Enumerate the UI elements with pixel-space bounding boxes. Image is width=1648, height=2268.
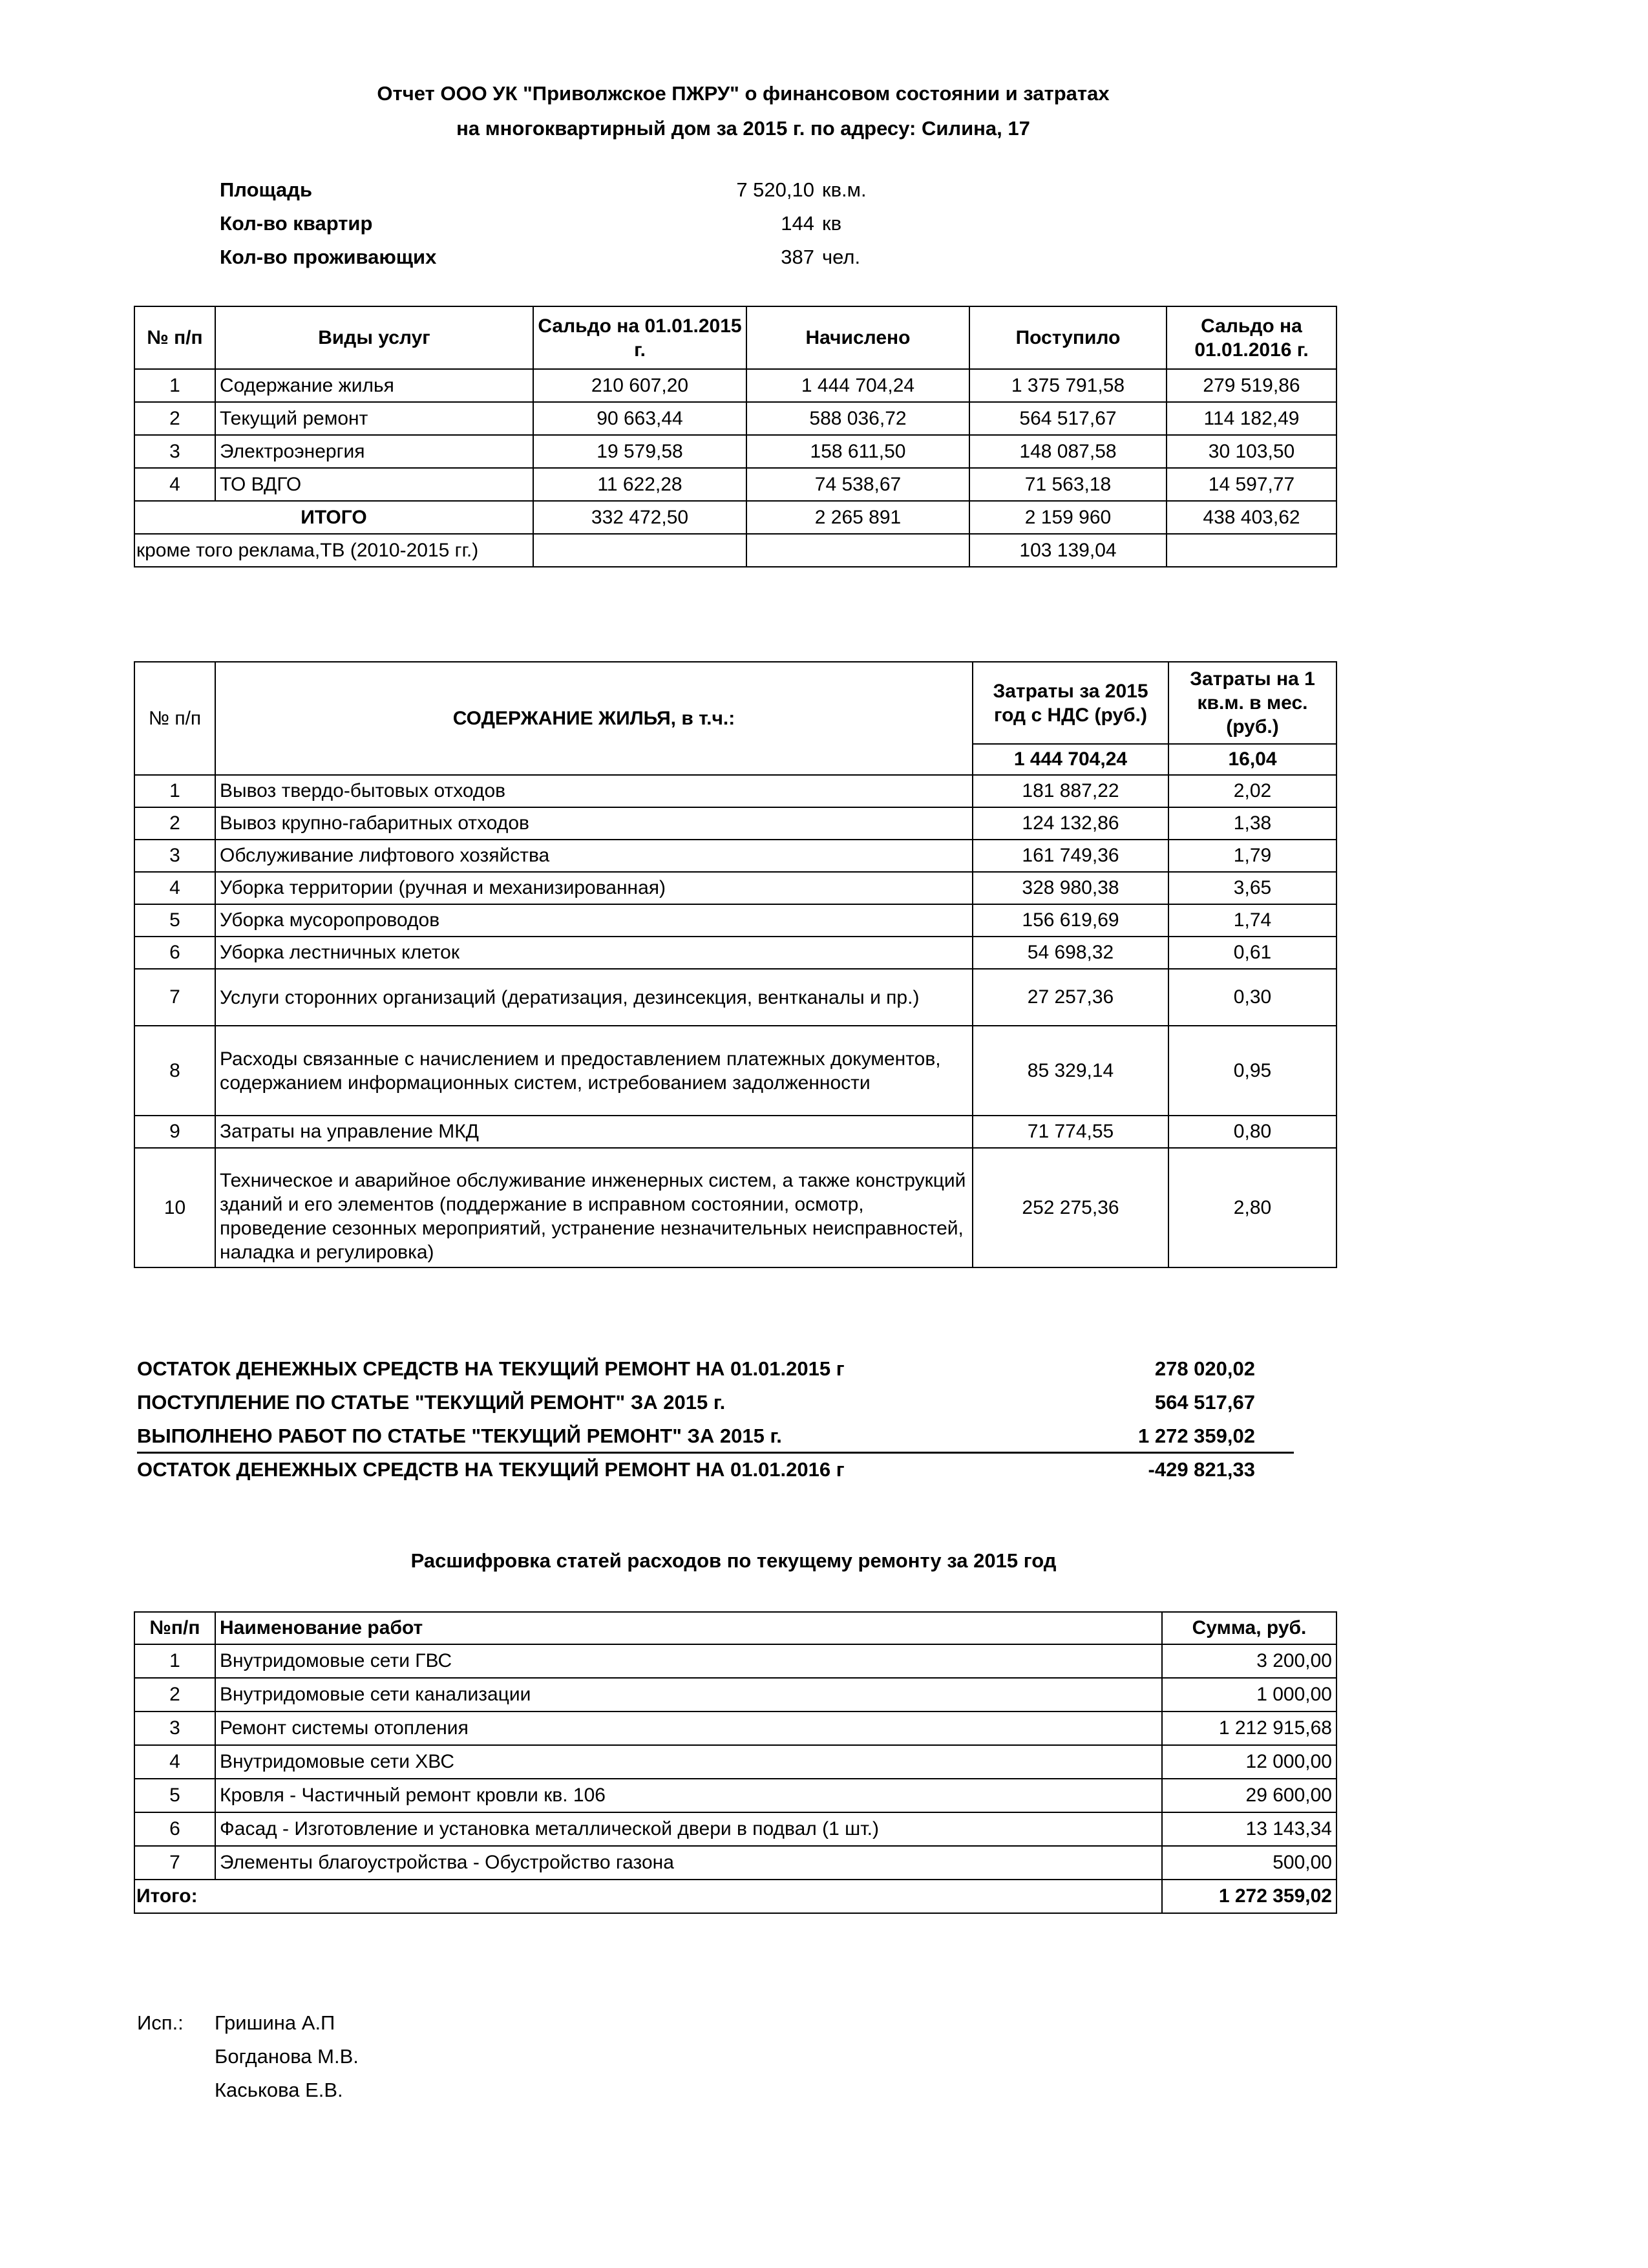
col-header-sum: Сумма, руб. — [1162, 1612, 1336, 1644]
info-value: 387 — [781, 246, 814, 268]
cell-sum: 1 212 915,68 — [1162, 1712, 1336, 1745]
cell-item: Расходы связанные с начислением и предоставлением платежных документов, содержанием информационных систем, истребованием задолженности — [215, 1026, 973, 1116]
table-row — [134, 872, 1336, 904]
cell-sum: 3 200,00 — [1162, 1644, 1336, 1678]
table-row — [134, 937, 1336, 969]
cell-work: Внутридомовые сети ГВС — [215, 1644, 1162, 1678]
repairs-table — [134, 1611, 1337, 1914]
repairs-header-row — [134, 1612, 1336, 1644]
col-header-charged: Начислено — [746, 306, 969, 369]
cell-num: 6 — [134, 937, 215, 969]
total-label: Итого: — [134, 1880, 1162, 1913]
cell-per-sqm: 1,79 — [1168, 840, 1336, 872]
cell-num: 7 — [134, 1846, 215, 1880]
table-row — [134, 1745, 1336, 1779]
cell-item: Уборка мусоропроводов — [215, 904, 973, 937]
cell-cost: 252 275,36 — [973, 1148, 1168, 1267]
table-row — [134, 1678, 1336, 1712]
table-row — [134, 840, 1336, 872]
total-charged: 2 265 891 — [746, 501, 969, 534]
cell-num: 5 — [134, 904, 215, 937]
col-header-saldo-start: Сальдо на 01.01.2015 г. — [533, 306, 746, 369]
total-row — [134, 501, 1336, 534]
maintenance-header-row — [134, 662, 1336, 744]
info-value: 7 520,10 — [736, 178, 814, 201]
col-header-num: №п/п — [134, 1612, 215, 1644]
cell-cost: 71 774,55 — [973, 1116, 1168, 1148]
total-cost: 1 444 704,24 — [973, 744, 1168, 775]
balance-label: ВЫПОЛНЕНО РАБОТ ПО СТАТЬЕ "ТЕКУЩИЙ РЕМОНТ" ЗА 2015 г. — [137, 1425, 782, 1447]
cell-num: 4 — [134, 468, 215, 501]
cell-num: 6 — [134, 1812, 215, 1846]
cell-sum: 500,00 — [1162, 1846, 1336, 1880]
report-title-line-1: Отчет ООО УК "Приволжское ПЖРУ" о финансовом состоянии и затратах — [377, 82, 1110, 105]
cell-service: ТО ВДГО — [215, 468, 533, 501]
table-row — [134, 369, 1336, 402]
cell-cost: 85 329,14 — [973, 1026, 1168, 1116]
table-row — [134, 1712, 1336, 1745]
cell-num: 2 — [134, 1678, 215, 1712]
cell-item: Вывоз крупно-габаритных отходов — [215, 807, 973, 840]
cell-num: 1 — [134, 1644, 215, 1678]
cell-charged: 1 444 704,24 — [746, 369, 969, 402]
info-label: Кол-во проживающих — [220, 246, 437, 268]
cell-work: Ремонт системы отопления — [215, 1712, 1162, 1745]
cell-cost: 124 132,86 — [973, 807, 1168, 840]
cell-num: 3 — [134, 435, 215, 468]
cell-num: 9 — [134, 1116, 215, 1148]
table-row — [134, 1116, 1336, 1148]
empty-cell — [1167, 534, 1336, 567]
cell-num: 1 — [134, 369, 215, 402]
info-value: 144 — [781, 212, 814, 235]
cell-item: Вывоз твердо-бытовых отходов — [215, 775, 973, 807]
total-saldo-end: 438 403,62 — [1167, 501, 1336, 534]
cell-item: Техническое и аварийное обслуживание инженерных систем, а также конструкций зданий и его элементов (поддержание в исправном состоянии, осмотр, проведение сезонных мероприятий, устранение незначительных неисправностей, наладка и регулировка) — [215, 1148, 973, 1267]
table-row — [134, 1148, 1336, 1267]
cell-sum: 1 000,00 — [1162, 1678, 1336, 1712]
cell-saldo-end: 114 182,49 — [1167, 402, 1336, 435]
table-row — [134, 402, 1336, 435]
col-header-saldo-end: Сальдо на 01.01.2016 г. — [1167, 306, 1336, 369]
cell-saldo-start: 210 607,20 — [533, 369, 746, 402]
cell-num: 2 — [134, 807, 215, 840]
cell-per-sqm: 3,65 — [1168, 872, 1336, 904]
cell-sum: 29 600,00 — [1162, 1779, 1336, 1812]
services-header-row — [134, 306, 1336, 369]
table-row — [134, 1812, 1336, 1846]
info-unit: кв.м. — [822, 178, 867, 201]
cell-saldo-end: 30 103,50 — [1167, 435, 1336, 468]
col-header-num: № п/п — [134, 662, 215, 775]
balance-value: -429 821,33 — [1148, 1458, 1255, 1481]
empty-cell — [746, 534, 969, 567]
table-row — [134, 1026, 1336, 1116]
total-received: 2 159 960 — [969, 501, 1167, 534]
total-label: ИТОГО — [134, 501, 533, 534]
cell-num: 3 — [134, 840, 215, 872]
col-header-received: Поступило — [969, 306, 1167, 369]
cell-cost: 161 749,36 — [973, 840, 1168, 872]
services-table — [134, 306, 1337, 567]
info-label: Кол-во квартир — [220, 212, 373, 235]
info-unit: кв — [822, 212, 842, 235]
cell-saldo-start: 11 622,28 — [533, 468, 746, 501]
cell-charged: 74 538,67 — [746, 468, 969, 501]
cell-per-sqm: 2,80 — [1168, 1148, 1336, 1267]
cell-item: Уборка лестничных клеток — [215, 937, 973, 969]
cell-num: 2 — [134, 402, 215, 435]
cell-work: Фасад - Изготовление и установка металлической двери в подвал (1 шт.) — [215, 1812, 1162, 1846]
cell-per-sqm: 0,80 — [1168, 1116, 1336, 1148]
col-header-num: № п/п — [134, 306, 215, 369]
cell-item: Уборка территории (ручная и механизированная) — [215, 872, 973, 904]
table-row — [134, 435, 1336, 468]
cell-num: 4 — [134, 1745, 215, 1779]
cell-charged: 588 036,72 — [746, 402, 969, 435]
balance-label: ПОСТУПЛЕНИЕ ПО СТАТЬЕ "ТЕКУЩИЙ РЕМОНТ" ЗА 2015 г. — [137, 1391, 726, 1414]
report-title-line-2: на многоквартирный дом за 2015 г. по адресу: Силина, 17 — [456, 117, 1030, 140]
cell-sum: 13 143,34 — [1162, 1812, 1336, 1846]
cell-item: Услуги сторонних организаций (дератизация, дезинсекция, вентканалы и пр.) — [215, 969, 973, 1026]
cell-num: 4 — [134, 872, 215, 904]
cell-item: Обслуживание лифтового хозяйства — [215, 840, 973, 872]
cell-per-sqm: 1,74 — [1168, 904, 1336, 937]
cell-saldo-start: 19 579,58 — [533, 435, 746, 468]
balance-label: ОСТАТОК ДЕНЕЖНЫХ СРЕДСТВ НА ТЕКУЩИЙ РЕМОНТ НА 01.01.2015 г — [137, 1357, 845, 1380]
cell-saldo-start: 90 663,44 — [533, 402, 746, 435]
balance-label: ОСТАТОК ДЕНЕЖНЫХ СРЕДСТВ НА ТЕКУЩИЙ РЕМОНТ НА 01.01.2016 г — [137, 1458, 845, 1481]
cell-received: 71 563,18 — [969, 468, 1167, 501]
maintenance-table — [134, 661, 1337, 1268]
cell-service: Электроэнергия — [215, 435, 533, 468]
table-row — [134, 1644, 1336, 1678]
cell-num: 10 — [134, 1148, 215, 1267]
cell-saldo-end: 279 519,86 — [1167, 369, 1336, 402]
repairs-title: Расшифровка статей расходов по текущему ремонту за 2015 год — [410, 1549, 1057, 1572]
cell-item: Затраты на управление МКД — [215, 1116, 973, 1148]
cell-work: Внутридомовые сети канализации — [215, 1678, 1162, 1712]
executors-label: Исп.: — [137, 2011, 184, 2034]
total-saldo-start: 332 472,50 — [533, 501, 746, 534]
table-row — [134, 775, 1336, 807]
cell-received: 148 087,58 — [969, 435, 1167, 468]
cell-work: Элементы благоустройства - Обустройство газона — [215, 1846, 1162, 1880]
table-row — [134, 969, 1336, 1026]
col-header-per-sqm: Затраты на 1 кв.м. в мес. (руб.) — [1168, 662, 1336, 744]
extra-row — [134, 534, 1336, 567]
col-header-maintenance: СОДЕРЖАНИЕ ЖИЛЬЯ, в т.ч.: — [215, 662, 973, 775]
col-header-cost: Затраты за 2015 год с НДС (руб.) — [973, 662, 1168, 744]
col-header-service: Виды услуг — [215, 306, 533, 369]
cell-received: 564 517,67 — [969, 402, 1167, 435]
balance-value: 564 517,67 — [1154, 1391, 1255, 1414]
total-row — [134, 1880, 1336, 1913]
executor-name: Богданова М.В. — [215, 2045, 359, 2068]
cell-service: Содержание жилья — [215, 369, 533, 402]
balance-value: 278 020,02 — [1154, 1357, 1255, 1380]
empty-cell — [533, 534, 746, 567]
cell-cost: 181 887,22 — [973, 775, 1168, 807]
table-row — [134, 807, 1336, 840]
info-unit: чел. — [822, 246, 861, 268]
cell-received: 1 375 791,58 — [969, 369, 1167, 402]
cell-per-sqm: 1,38 — [1168, 807, 1336, 840]
cell-saldo-end: 14 597,77 — [1167, 468, 1336, 501]
total-per-sqm: 16,04 — [1168, 744, 1336, 775]
table-row — [134, 1846, 1336, 1880]
table-row — [134, 904, 1336, 937]
cell-num: 7 — [134, 969, 215, 1026]
total-sum: 1 272 359,02 — [1162, 1880, 1336, 1913]
extra-received: 103 139,04 — [969, 534, 1167, 567]
cell-cost: 54 698,32 — [973, 937, 1168, 969]
cell-cost: 328 980,38 — [973, 872, 1168, 904]
info-label: Площадь — [220, 178, 313, 201]
cell-per-sqm: 0,61 — [1168, 937, 1336, 969]
executor-name: Каськова Е.В. — [215, 2079, 343, 2101]
col-header-work: Наименование работ — [215, 1612, 1162, 1644]
table-row — [134, 468, 1336, 501]
cell-work: Внутридомовые сети ХВС — [215, 1745, 1162, 1779]
report-title — [0, 76, 1486, 146]
cell-per-sqm: 0,95 — [1168, 1026, 1336, 1116]
cell-num: 8 — [134, 1026, 215, 1116]
cell-per-sqm: 0,30 — [1168, 969, 1336, 1026]
cell-sum: 12 000,00 — [1162, 1745, 1336, 1779]
cell-work: Кровля - Частичный ремонт кровли кв. 106 — [215, 1779, 1162, 1812]
cell-num: 1 — [134, 775, 215, 807]
table-row — [134, 1779, 1336, 1812]
cell-service: Текущий ремонт — [215, 402, 533, 435]
cell-num: 5 — [134, 1779, 215, 1812]
cell-cost: 27 257,36 — [973, 969, 1168, 1026]
cell-num: 3 — [134, 1712, 215, 1745]
extra-label: кроме того реклама,ТВ (2010-2015 гг.) — [134, 534, 533, 567]
cell-cost: 156 619,69 — [973, 904, 1168, 937]
executor-name: Гришина А.П — [215, 2011, 335, 2034]
balance-value: 1 272 359,02 — [1137, 1425, 1255, 1447]
cell-charged: 158 611,50 — [746, 435, 969, 468]
cell-per-sqm: 2,02 — [1168, 775, 1336, 807]
